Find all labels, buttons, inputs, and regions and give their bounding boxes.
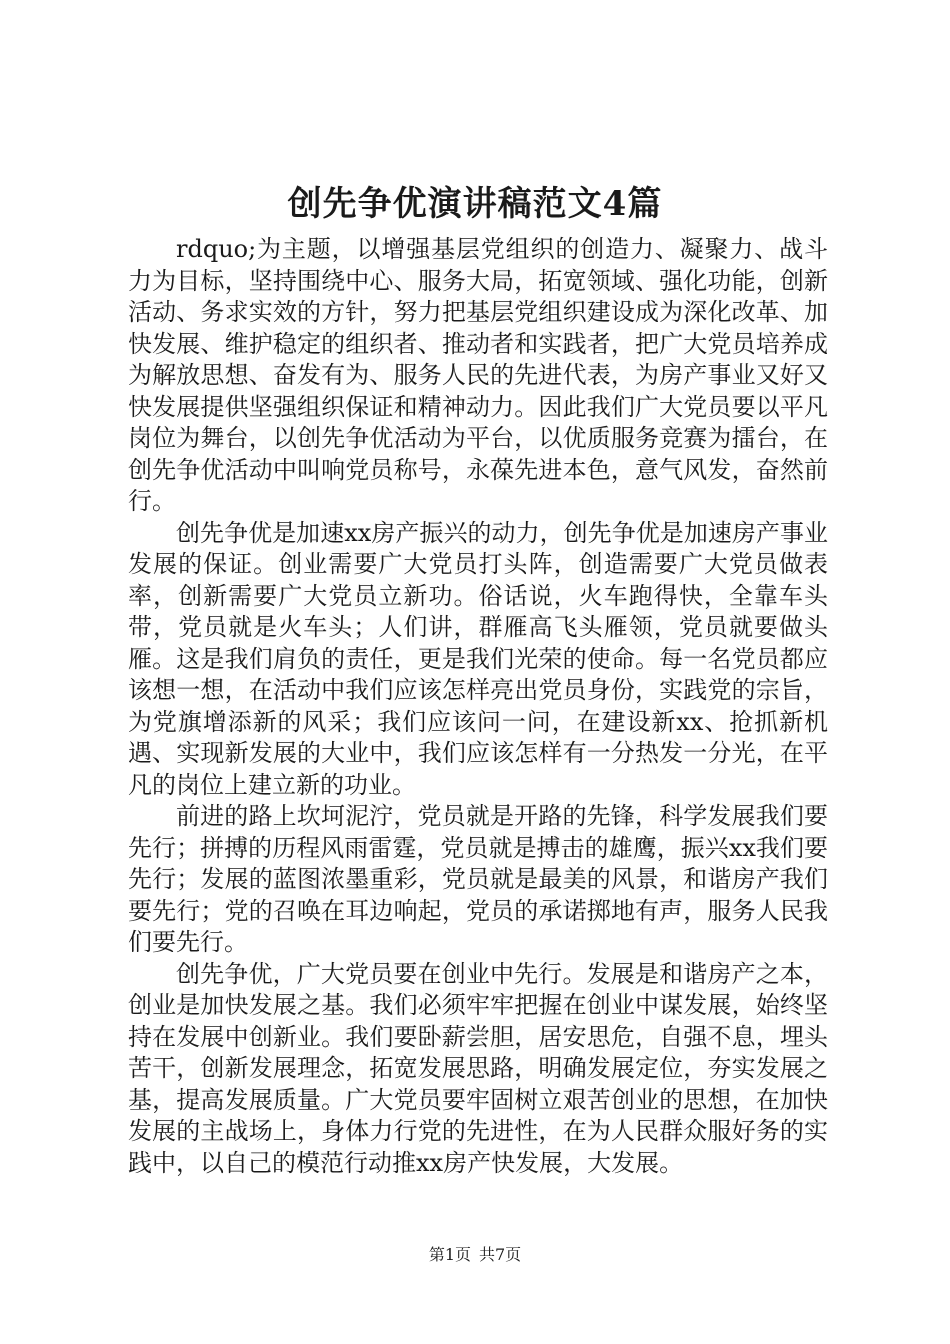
document-body [128,234,828,1179]
paragraph-3: 前进的路上坎坷泥泞，党员就是开路的先锋，科学发展我们要先行；拼搏的历程风雨雷霆，党员就是搏击的雄鹰，振兴xx我们要先行；发展的蓝图浓墨重彩，党员就是最美的风景，和谐房产我们要先行；党的召唤在耳边响起，党员的承诺掷地有声，服务人民我们要先行。 [128,802,828,956]
paragraph-2: 创先争优是加速xx房产振兴的动力，创先争优是加速房产事业发展的保证。创业需要广大党员打头阵，创造需要广大党员做表率，创新需要广大党员立新功。俗话说，火车跑得快，全靠车头带，党员就是火车头；人们讲，群雁高飞头雁领，党员就要做头雁。这是我们肩负的责任，更是我们光荣的使命。每一名党员都应该想一想，在活动中我们应该怎样亮出党员身份，实践党的宗旨，为党旗增添新的风采；我们应该问一问，在建设新xx、抢抓新机遇、实现新发展的大业中，我们应该怎样有一分热发一分光，在平凡的岗位上建立新的功业。 [128,518,828,799]
paragraph-4: 创先争优，广大党员要在创业中先行。发展是和谐房产之本，创业是加快发展之基。我们必须牢牢把握在创业中谋发展，始终坚持在发展中创新业。我们要卧薪尝胆，居安思危，自强不息，埋头苦干，创新发展理念，拓宽发展思路，明确发展定位，夯实发展之基，提高发展质量。广大党员要牢固树立艰苦创业的思想，在加快发展的主战场上，身体力行党的先进性，在为人民群众服好务的实践中，以自己的模范行动推xx房产快发展，大发展。 [128,959,828,1177]
page-total: 共7页 [479,1245,522,1264]
page-footer [0,1244,950,1266]
document-title: 创先争优演讲稿范文4篇 [287,184,663,224]
page-number: 第1页 [428,1245,471,1264]
paragraph-1: rdquo;为主题，以增强基层党组织的创造力、凝聚力、战斗力为目标，坚持围绕中心、服务大局，拓宽领域、强化功能，创新活动、务求实效的方针，努力把基层党组织建设成为深化改革、加快发展、维护稳定的组织者、推动者和实践者，把广大党员培养成为解放思想、奋发有为、服务人民的先进代表，为房产事业又好又快发展提供坚强组织保证和精神动力。因此我们广大党员要以平凡岗位为舞台，以创先争优活动为平台，以优质服务竞赛为擂台，在创先争优活动中叫响党员称号，永葆先进本色，意气风发，奋然前行。 [128,235,828,515]
